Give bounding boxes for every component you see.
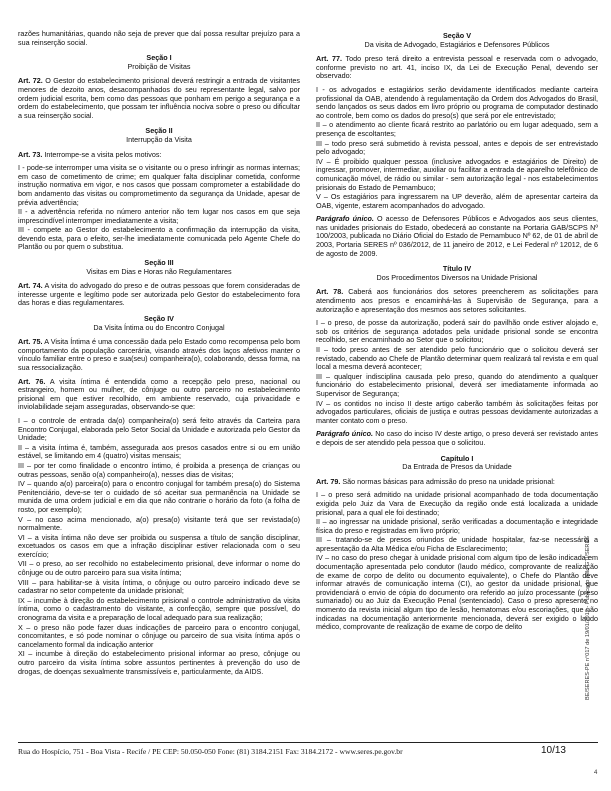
clause: IV – É proibido qualquer pessoa (inclusive advogados e estagiários de Direito) de ingressar, promover, intermediar, auxiliar ou facilitar a entrada de aparelho telefônico de comunicação móvel, de rádio ou similar - sem autorização legal - nos estabelecimentos prisionais do Estado de Pernambuco; <box>316 156 598 192</box>
clause: III – todo preso será submetido à revista pessoal, antes e depois de ser entrevistado pelo advogado; <box>316 138 598 157</box>
clause: VI – a visita íntima não deve ser proibida ou suspensa a título de sanção disciplinar, excetuados os casos em que a infração disciplinar estiver relacionada com o seu exercício; <box>18 532 300 559</box>
clause: IV – no caso do preso chegar à unidade prisional com algum tipo de lesão indicada em documentação apresentada pelo condutor (laudo médico, comprovante de realização de exame de corpo de delito ou documento equivalente), o Chefe do Plantão deve informar através de comunicação interna (CI), ao gestor da unidade prisional, que providenciará o envio de cópia do documento ora referido ao juízo processante (preso sumariado) ou ao Juiz da Execução Penal (sentenciado). Caso o preso apresente no momento da revista inicial algum tipo de lesão, hematomas e/ou escoriações, que não indicadas na documentação anteriormente mencionada, deverá ser exigido o laudo médico, comprovante de realização de exame de corpo de delito <box>316 553 598 632</box>
article-78 <box>316 288 598 314</box>
article-lead: Art. 77. <box>316 54 342 64</box>
article-text: São normas básicas para admissão do preso na unidade prisional: <box>340 476 555 486</box>
section-subtitle: Visitas em Dias e Horas não Regulamentares <box>86 266 232 276</box>
clause: IX – incumbe à direção do estabelecimento prisional o controle administrativo da visita íntima, como o cadastramento do visitante, a confecção, sempre que possível, do cronograma da visita e a preparação de local adequado para sua realização; <box>18 595 300 623</box>
article-73 <box>18 151 300 160</box>
chapter-subtitle: Da Entrada de Presos da Unidade <box>402 462 512 472</box>
article-75 <box>18 338 300 372</box>
clause: II – a visita íntima é, também, assegurada aos presos casados entre si ou em união estável, se limitando em 4 (quatro) visitas mensais; <box>18 442 300 461</box>
section-title: Seção V <box>443 31 471 40</box>
article-lead: Art. 75. <box>18 337 43 347</box>
section-subtitle: Interrupção da Visita <box>126 134 192 144</box>
article-lead: Art. 72. <box>18 76 43 86</box>
clause: II – todo preso antes de ser atendido pelo funcionário que o solicitou deverá ser revistado, cabendo ao Chefe de Plantão determinar quem realizará tal revista e em qual local a mesma deverá acontecer; <box>316 345 598 372</box>
article-lead: Art. 79. <box>316 476 341 486</box>
paragrafo-unico <box>316 215 598 258</box>
article-79 <box>316 478 598 487</box>
article-lead: Art. 78. <box>316 287 344 297</box>
clause: XI – incumbe à direção do estabelecimento prisional informar ao preso, cônjuge ou outro parceiro da visita íntima sobre assuntos pertinentes à prevenção do uso de drogas, de doenças sexualmente transmissíveis e, particularmente, da AIDS. <box>18 649 300 676</box>
article-text: O Gestor do estabelecimento prisional deverá restringir a entrada de visitantes menores de dezoito anos, desacompanhados do seu representante legal, salvo por ordem judicial escrita, bem como das pessoas que ponham em perigo a segurança e a ordem do estabelecimento, que possam ter influência nociva sobre o preso ou dificultar a sua reinserção social. <box>18 76 300 120</box>
title-label: Título IV <box>442 264 472 274</box>
footer-address: Rua do Hospício, 751 - Boa Vista - Recife / PE CEP: 50.050-050 Fone: (81) 3184.2151 Fax: 3184.2172 - www.seres.pe.gov.br <box>18 747 403 756</box>
left-column <box>18 30 300 677</box>
clause: VII – o preso, ao ser recolhido no estabelecimento prisional, deve informar o nome do cônjuge ou de outro parceiro para sua visita íntima; <box>18 559 300 578</box>
clause: V – no caso acima mencionado, a(o) presa(o) visitante terá que ser revistada(o) normalmente. <box>18 514 300 533</box>
clause: I – o preso será admitido na unidade prisional acompanhado de toda documentação exigida pelo Juiz da Vara de Execução da região onde está localizada a unidade prisional, para a qual ele foi destinado; <box>316 490 598 517</box>
section-heading <box>18 127 300 144</box>
section-title: Seção III <box>144 258 174 268</box>
side-publication-note: BE/SERES-PE n°017 de 19/01/2012 - Publicado pelo GTI/SERES <box>585 536 591 700</box>
article-72 <box>18 77 300 120</box>
paragrafo-unico <box>316 430 598 447</box>
paragraph-text: O acesso de Defensores Públicos e Advogados aos seus clientes, nas unidades prisionais do Estado, obedecerá ao constante na Portaria GAB/SCPS Nº 100/2003, publicada no Diário Oficial do Estado de Pernambuco Nº 62, de 01 de abril de 2003, Portaria SERES nº 036/2012, de 11 janeiro de 2012, e Lei Federal nº 12012, de 6 de agosto de 2009. <box>316 214 598 258</box>
article-76 <box>18 378 300 412</box>
article-text: A Visita Íntima é uma concessão dada pelo Estado como recompensa pelo bom comportamento da população carcerária, visando através dos laços afetivos manter o vínculo familiar entre o preso e sua(seu) companheira(o), colaborando, dessa forma, na sua ressocialização. <box>18 337 300 372</box>
section-subtitle: Da visita de Advogado, Estagiários e Defensores Públicos <box>364 39 550 49</box>
section-heading <box>18 54 300 71</box>
clause: II – o atendimento ao cliente ficará restrito ao parlatório ou em lugar adequado, sem a presença de escoltantes; <box>316 120 598 138</box>
article-text: A visita íntima é entendida como a recepção pelo preso, nacional ou estrangeiro, homem ou mulher, de cônjuge ou outro parceiro no estabelecimento prisional em que estiver recolhido, em ambiente reservado, cuja privacidade e inviolabilidade sejam asseguradas, observando-se que: <box>18 376 300 412</box>
section-heading <box>316 32 598 49</box>
clause: V – Os estagiários para ingressarem na UP deverão, além de apresentar carteira da OAB, vigente, estarem acompanhados do advogado. <box>316 192 598 210</box>
page-footer <box>18 742 598 756</box>
paragraph-lead: Parágrafo único. <box>316 429 373 439</box>
section-heading <box>18 259 300 276</box>
section-subtitle: Proibição de Visitas <box>127 61 191 71</box>
article-text: Todo preso terá direito a entrevista pessoal e reservada com o advogado, conforme previsto no art. 41, inciso IX, da Lei de Execução Penal, devendo ser observado: <box>316 54 598 81</box>
clause: III - compete ao Gestor do estabelecimento a confirmação da interrupção da visita, devendo esta, para o efeito, ser-lhe imediatamente comunicada pelo Agente Chefe do Plantão ou por quem o substitua. <box>18 225 300 252</box>
article-lead: Art. 74. <box>18 281 43 291</box>
clause: II - a advertência referida no número anterior não tem lugar nos casos em que seja imprescindível interromper imediatamente a visita; <box>18 207 300 225</box>
title-heading <box>316 265 598 282</box>
article-lead: Art. 76. <box>18 376 46 386</box>
chapter-heading <box>316 455 598 472</box>
clause: VIII – para habilitar-se à visita íntima, o cônjuge ou outro parceiro indicado deve se cadastrar no setor competente da unidade prisional; <box>18 577 300 596</box>
clause: I – o controle de entrada da(o) companheira(o) será feito através da Carteira para Encontro Conjugal, elaborada pelo Setor Social da Unidade e autorizada pelo Gestor da Unidade; <box>18 415 300 443</box>
section-title: Seção IV <box>144 314 174 324</box>
clause: IV – quando a(o) parceira(o) para o encontro conjugal for também presa(o) do Sistema Penitenciário, deve-se ter o cuidado de só aceitar sua permanência na Unidade se munida de uma ordem judicial e em dia que não contrarie o horário da foto (a folha de rosto, por exemplo); <box>18 479 300 514</box>
clause: IV – os contidos no inciso II deste artigo caberão também às solicitações feitas por advogados particulares, oficiais de justiça e outras pessoas devidamente autorizadas a manter contato com o preso. <box>316 398 598 425</box>
clause: II – ao ingressar na unidade prisional, serão verificadas a documentação e integridade física do preso e registradas em livro próprio; <box>316 517 598 535</box>
clause: I - pode-se interromper uma visita se o visitante ou o preso infringir as normas internas; em caso de cometimento de crime; em qualquer falta disciplinar cometida, conforme instrução normativa em vigor, e nos casos que possam comprometer a estabilidade do bom andamento das visitas ou comprometimento da segurança da Unidade, apesar de prévia advertência; <box>18 163 300 207</box>
article-77 <box>316 55 598 81</box>
clause: I - os advogados e estagiários serão devidamente identificados mediante carteira profissional da OAB, atendendo à regulamentação da Ordem dos Advogados do Brasil, sendo lançados os seus dados em livro próprio ou programa de computador destinado ao controle, bem como os dados do preso(s) que será por ele entrevistado; <box>316 84 598 120</box>
clause: III – por ter como finalidade o encontro íntimo, é proibida a presença de crianças ou outras pessoas, senão o(a) companheiro(a), nesses dias de visitas; <box>18 460 300 479</box>
article-text: A visita do advogado do preso e de outras pessoas que forem consideradas de interesse urgente e legítimo pode ser autorizada pelo Gestor do estabelecimento fora das horas e dias regulamentares. <box>18 281 300 308</box>
clause: I – o preso, de posse da autorização, poderá sair do pavilhão onde estiver alojado e, sob os critérios de segurança adotados pela unidade prisional sonde se encontra recolhido, ser encaminhado ao Setor que o solicitou; <box>316 318 598 345</box>
article-text: Interrompe-se a visita pelos motivos: <box>42 149 162 159</box>
article-lead: Art. 73. <box>18 149 43 159</box>
paragraph-lead: Parágrafo único. <box>316 214 374 224</box>
article-74 <box>18 282 300 308</box>
title-subtitle: Dos Procedimentos Diversos na Unidade Prisional <box>376 272 538 282</box>
article-text: Caberá aos funcionários dos setores preencherem as solicitações para atendimento aos presos e encaminhá-las à Supervisão de Segurança, para a autorização e apresentação dos mesmos aos setores solicitantes. <box>316 287 598 314</box>
clause: III – qualquer indisciplina causada pelo preso, quando do atendimento a qualquer funcionário do estabelecimento prisional, deverá ser imediatamente informada ao Supervisor de Segurança; <box>316 371 598 398</box>
clause: III – tratando-se de presos oriundos de unidade hospitalar, faz-se necessária a apresentação da Alta Médica e/ou Ficha de Esclarecimento; <box>316 535 598 553</box>
clause: X – o preso não pode fazer duas indicações de parceiro para o encontro conjugal, concomitantes, e só pode nominar o cônjuge ou parceiro de sua visita íntima após o cancelamento formal da indicação anterior <box>18 622 300 649</box>
corner-mark: 4 <box>594 770 598 776</box>
page-number: 10/13 <box>540 745 566 756</box>
paragraph-text: No caso do inciso IV deste artigo, o preso deverá ser revistado antes e depois de ser atendido pela pessoa que o solicitou. <box>316 429 598 447</box>
section-title: Seção II <box>145 126 173 136</box>
chapter-title: Capítulo I <box>440 453 474 463</box>
section-subtitle: Da Visita Íntima ou do Encontro Conjugal <box>93 322 225 332</box>
section-heading <box>18 315 300 332</box>
right-column <box>316 30 598 633</box>
intro-paragraph: razões humanitárias, quando não seja de prever que daí possa resultar prejuízo para a sua reinserção social. <box>18 29 300 47</box>
section-title: Seção I <box>146 53 172 63</box>
